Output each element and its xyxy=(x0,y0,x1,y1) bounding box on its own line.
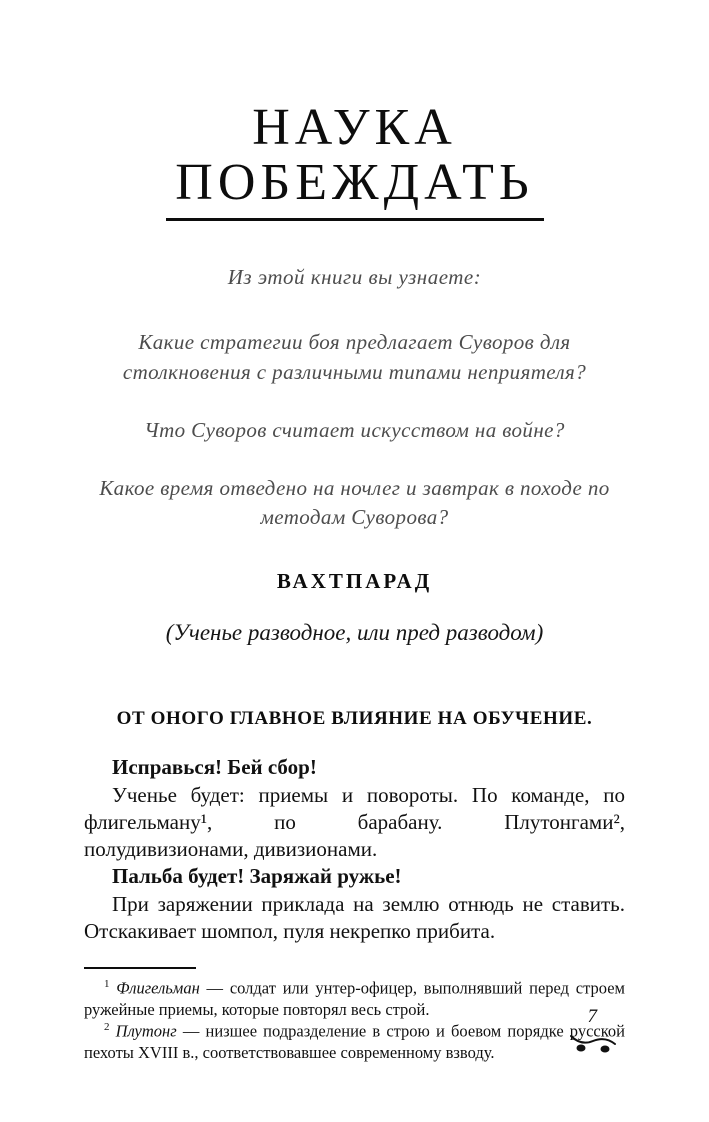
book-title xyxy=(84,100,625,221)
intro-lead: Из этой книги вы узнаете: xyxy=(227,265,482,290)
subsection-heading: ОТ ОНОГО ГЛАВНОЕ ВЛИЯНИЕ НА ОБУЧЕНИЕ. xyxy=(116,708,593,730)
body-paragraph: Пальба будет! Заряжай ружье! xyxy=(112,864,402,889)
footnote-term: Плутонг xyxy=(115,1021,177,1041)
body-paragraph: Ученье будет: приемы и повороты. По команде, по флигельману¹, по барабану. Плутонгами², полудивизионами, дивизионами. xyxy=(84,782,625,862)
body-paragraph: При заряжении приклада на землю отнюдь не ставить. Отскакивает шомпол, пуля некрепко прибита. xyxy=(84,891,625,944)
footnote-text: — низшее подразделение в строю и боевом порядке русской пехоты XVIII в., соответствовавшее современному взводу. xyxy=(84,1021,625,1062)
question-item: Какое время отведено на ночлег и завтрак в походе по методам Суворова? xyxy=(99,475,610,530)
section-subtitle: (Ученье разводное, или пред разводом) xyxy=(165,620,544,646)
footnote-item xyxy=(84,1020,625,1063)
footnote-item xyxy=(84,977,625,1020)
footnote-text: — солдат или унтер-офицер, выполнявший перед строем ружейные приемы, которые повторял весь строй. xyxy=(84,978,625,1019)
title-line-1: НАУКА xyxy=(252,99,457,156)
footnote-marker: 1 xyxy=(104,978,110,991)
glasses-ornament xyxy=(569,1032,617,1054)
section-heading: ВАХТПАРАД xyxy=(276,569,433,594)
page-number: 7 xyxy=(587,1006,597,1027)
title-line-2: ПОБЕЖДАТЬ xyxy=(175,154,534,212)
body-paragraph: Исправься! Бей сбор! xyxy=(112,755,317,780)
title-underline xyxy=(166,218,544,221)
question-item: Какие стратегии боя предлагает Суворов для столкновения с различными типами неприятеля? xyxy=(122,330,587,385)
footnote-marker: 2 xyxy=(104,1021,110,1034)
question-item: Что Суворов считает искусством на войне? xyxy=(144,417,565,442)
footnote-divider xyxy=(84,967,196,969)
footnote-term: Флигельман xyxy=(116,978,200,998)
footnotes xyxy=(84,967,625,1062)
body-text xyxy=(84,754,625,945)
question-list xyxy=(84,328,625,533)
